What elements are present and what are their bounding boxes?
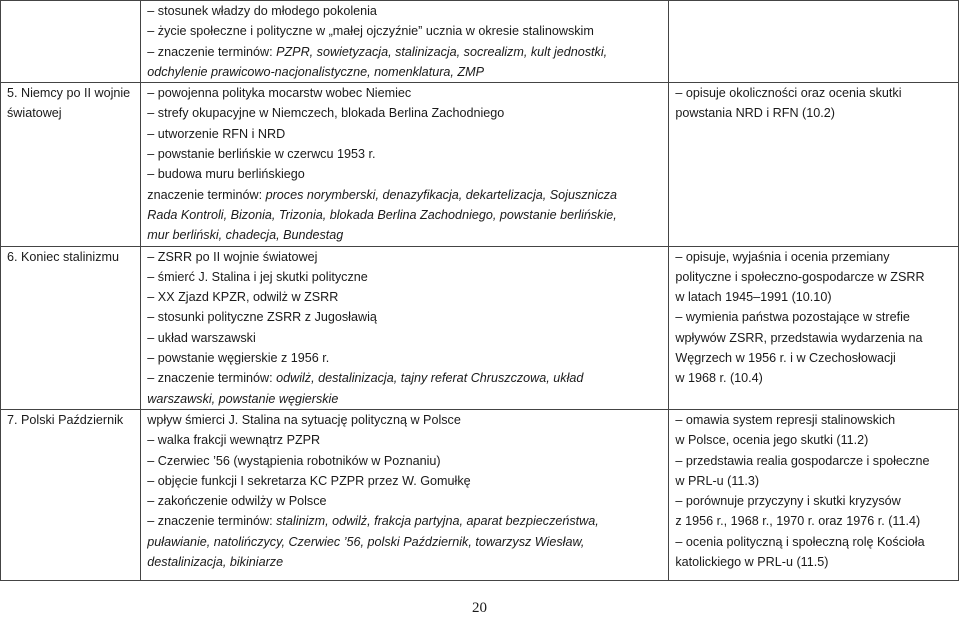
content-line: puławianie, natolińczycy, Czerwiec ’56, polski Październik, towarzysz Wiesław, (147, 534, 585, 549)
table-row (1, 1, 959, 83)
content-line: – utworzenie RFN i NRD (147, 124, 662, 144)
page-number: 20 (472, 600, 487, 616)
content-cell (141, 246, 669, 409)
content-line: – objęcie funkcji I sekretarza KC PZPR przez W. Gomułkę (147, 471, 662, 491)
content-line: – strefy okupacyjne w Niemczech, blokada Berlina Zachodniego (147, 103, 662, 123)
table-row (1, 83, 959, 246)
content-line: odchylenie prawicowo-nacjonalistyczne, nomenklatura, ZMP (147, 64, 484, 79)
requirement-line: katolickiego w PRL-u (11.5) (675, 555, 829, 570)
requirement-line: – wymienia państwa pozostające w strefie (675, 307, 952, 327)
content-line: – powstanie węgierskie z 1956 r. (147, 348, 662, 368)
content-line: – budowa muru berlińskiego (147, 164, 662, 184)
content-line: wpływ śmierci J. Stalina na sytuację polityczną w Polsce (147, 412, 461, 427)
content-line: Rada Kontroli, Bizonia, Trizonia, blokada Berlina Zachodniego, powstanie berlińskie, (147, 207, 617, 222)
topic-cell (1, 1, 141, 83)
content-line: – śmierć J. Stalina i jej skutki polityczne (147, 267, 662, 287)
requirements-cell (669, 246, 959, 409)
requirement-line: – ocenia polityczną i społeczną rolę Kościoła (675, 532, 952, 552)
requirement-line: w 1968 r. (10.4) (675, 371, 763, 386)
requirement-line: – przedstawia realia gospodarcze i społeczne (675, 451, 952, 471)
requirement-line: wpływów ZSRR, przedstawia wydarzenia na (675, 330, 923, 345)
requirement-line: w Polsce, ocenia jego skutki (11.2) (675, 433, 869, 448)
table-row (1, 409, 959, 580)
content-line: – znaczenie terminów: PZPR, sowietyzacja, stalinizacja, socrealizm, kult jednostki, (147, 42, 662, 62)
table-row (1, 246, 959, 409)
content-line: znaczenie terminów: proces norymberski, denazyfikacja, dekartelizacja, Sojusznicza (147, 187, 617, 202)
content-line: warszawski, powstanie węgierskie (147, 391, 339, 406)
content-line: mur berliński, chadecja, Bundestag (147, 228, 344, 243)
requirement-line: powstania NRD i RFN (10.2) (675, 106, 835, 121)
content-line: – powstanie berlińskie w czerwcu 1953 r. (147, 144, 662, 164)
content-line: – ZSRR po II wojnie światowej (147, 247, 662, 267)
content-line: – XX Zjazd KPZR, odwilż w ZSRR (147, 287, 662, 307)
content-line: – znaczenie terminów: odwilż, destalinizacja, tajny referat Chruszczowa, układ (147, 368, 662, 388)
requirement-line: Węgrzech w 1956 r. i w Czechosłowacji (675, 351, 896, 366)
requirements-cell (669, 409, 959, 580)
requirement-line: polityczne i społeczno-gospodarcze w ZSRR (675, 269, 925, 284)
content-line: – układ warszawski (147, 328, 662, 348)
content-cell (141, 1, 669, 83)
requirement-line: – omawia system represji stalinowskich (675, 410, 952, 430)
content-line: destalinizacja, bikiniarze (147, 555, 284, 570)
content-line: – stosunki polityczne ZSRR z Jugosławią (147, 307, 662, 327)
requirement-line: z 1956 r., 1968 r., 1970 r. oraz 1976 r. (11.4) (675, 514, 921, 529)
requirements-cell (669, 83, 959, 246)
content-line: – Czerwiec ’56 (wystąpienia robotników w Poznaniu) (147, 451, 662, 471)
content-cell (141, 409, 669, 580)
requirement-line: – opisuje okoliczności oraz ocenia skutki (675, 83, 952, 103)
topic-cell (1, 409, 141, 580)
topic-text: 7. Polski Październik (7, 412, 124, 427)
requirement-line: w PRL-u (11.3) (675, 473, 760, 488)
requirement-line: – porównuje przyczyny i skutki kryzysów (675, 491, 952, 511)
requirement-line: w latach 1945–1991 (10.10) (675, 290, 832, 305)
topic-text: 6. Koniec stalinizmu (7, 249, 119, 264)
requirement-line: – opisuje, wyjaśnia i ocenia przemiany (675, 247, 952, 267)
content-line: – znaczenie terminów: stalinizm, odwilż, frakcja partyjna, aparat bezpieczeństwa, (147, 511, 662, 531)
topic-cell (1, 246, 141, 409)
content-line: – zakończenie odwilży w Polsce (147, 491, 662, 511)
content-line: – powojenna polityka mocarstw wobec Niemiec (147, 83, 662, 103)
content-line: – stosunek władzy do młodego pokolenia (147, 1, 662, 21)
topic-cell (1, 83, 141, 246)
content-line: – życie społeczne i polityczne w „małej ojczyźnie” ucznia w okresie stalinowskim (147, 21, 662, 41)
content-cell (141, 83, 669, 246)
content-line: – walka frakcji wewnątrz PZPR (147, 430, 662, 450)
topic-text: 5. Niemcy po II wojnie światowej (7, 86, 131, 121)
requirements-cell (669, 1, 959, 83)
